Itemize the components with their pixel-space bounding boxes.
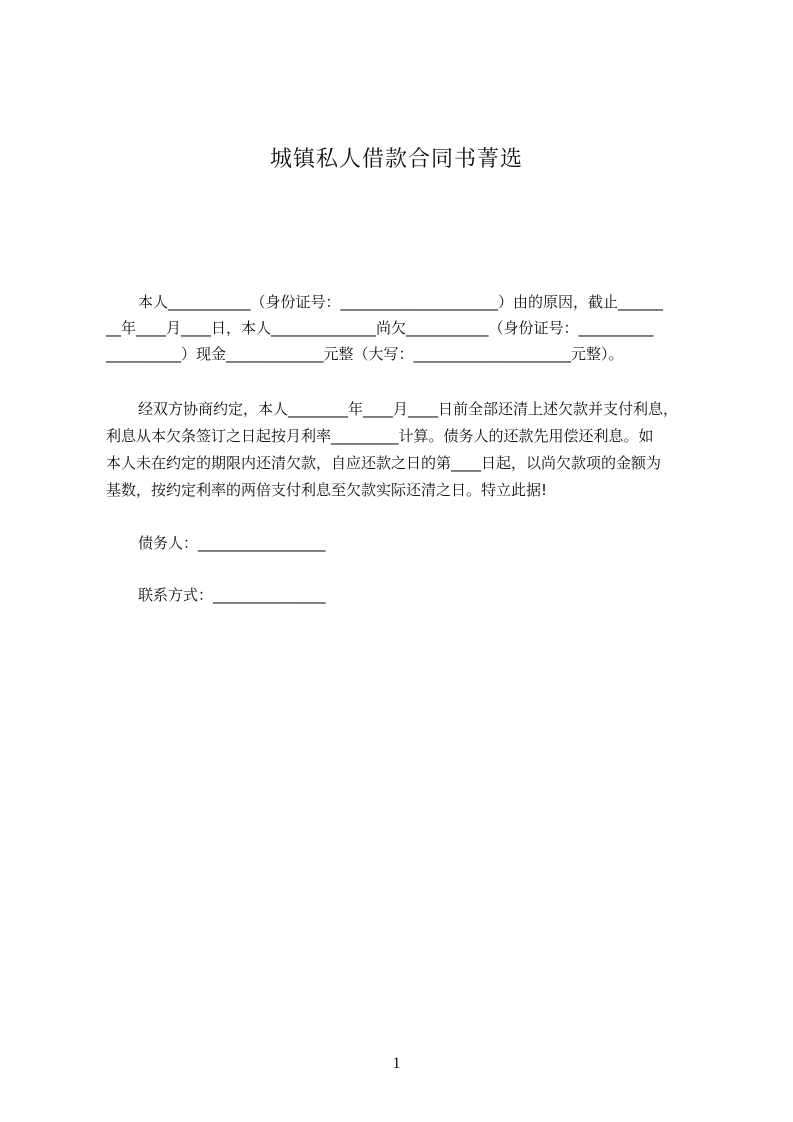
document-title: 城镇私人借款合同书菁选: [269, 147, 523, 172]
paragraph-line: 利息从本欠条签订之日起按月利率_________计算。债务人的还款先用偿还利息。如: [106, 427, 654, 445]
paragraph-line: __年____月____日，本人______________尚欠___________（身份证号：__________: [106, 319, 654, 337]
page-number: 1: [392, 1055, 401, 1072]
paragraph-line: 基数，按约定利率的两倍支付利息至欠款实际还清之日。特立此据!: [106, 481, 548, 499]
paragraph-line: 本人未在约定的期限内还清欠款，自应还款之日的第____日起，以尚欠款项的金额为: [106, 454, 662, 472]
contact-info-line: 联系方式：_______________: [138, 586, 326, 604]
debtor-signature-line: 债务人：_________________: [138, 534, 326, 552]
paragraph-line: 经双方协商约定，本人________年____月____日前全部还清上述欠款并支付利息，: [138, 400, 679, 418]
paragraph-line: __________）现金_____________元整（大写：_____________________元整）。: [106, 345, 624, 363]
paragraph-line: 本人___________（身份证号：_____________________）由的原因，截止______: [138, 293, 664, 311]
